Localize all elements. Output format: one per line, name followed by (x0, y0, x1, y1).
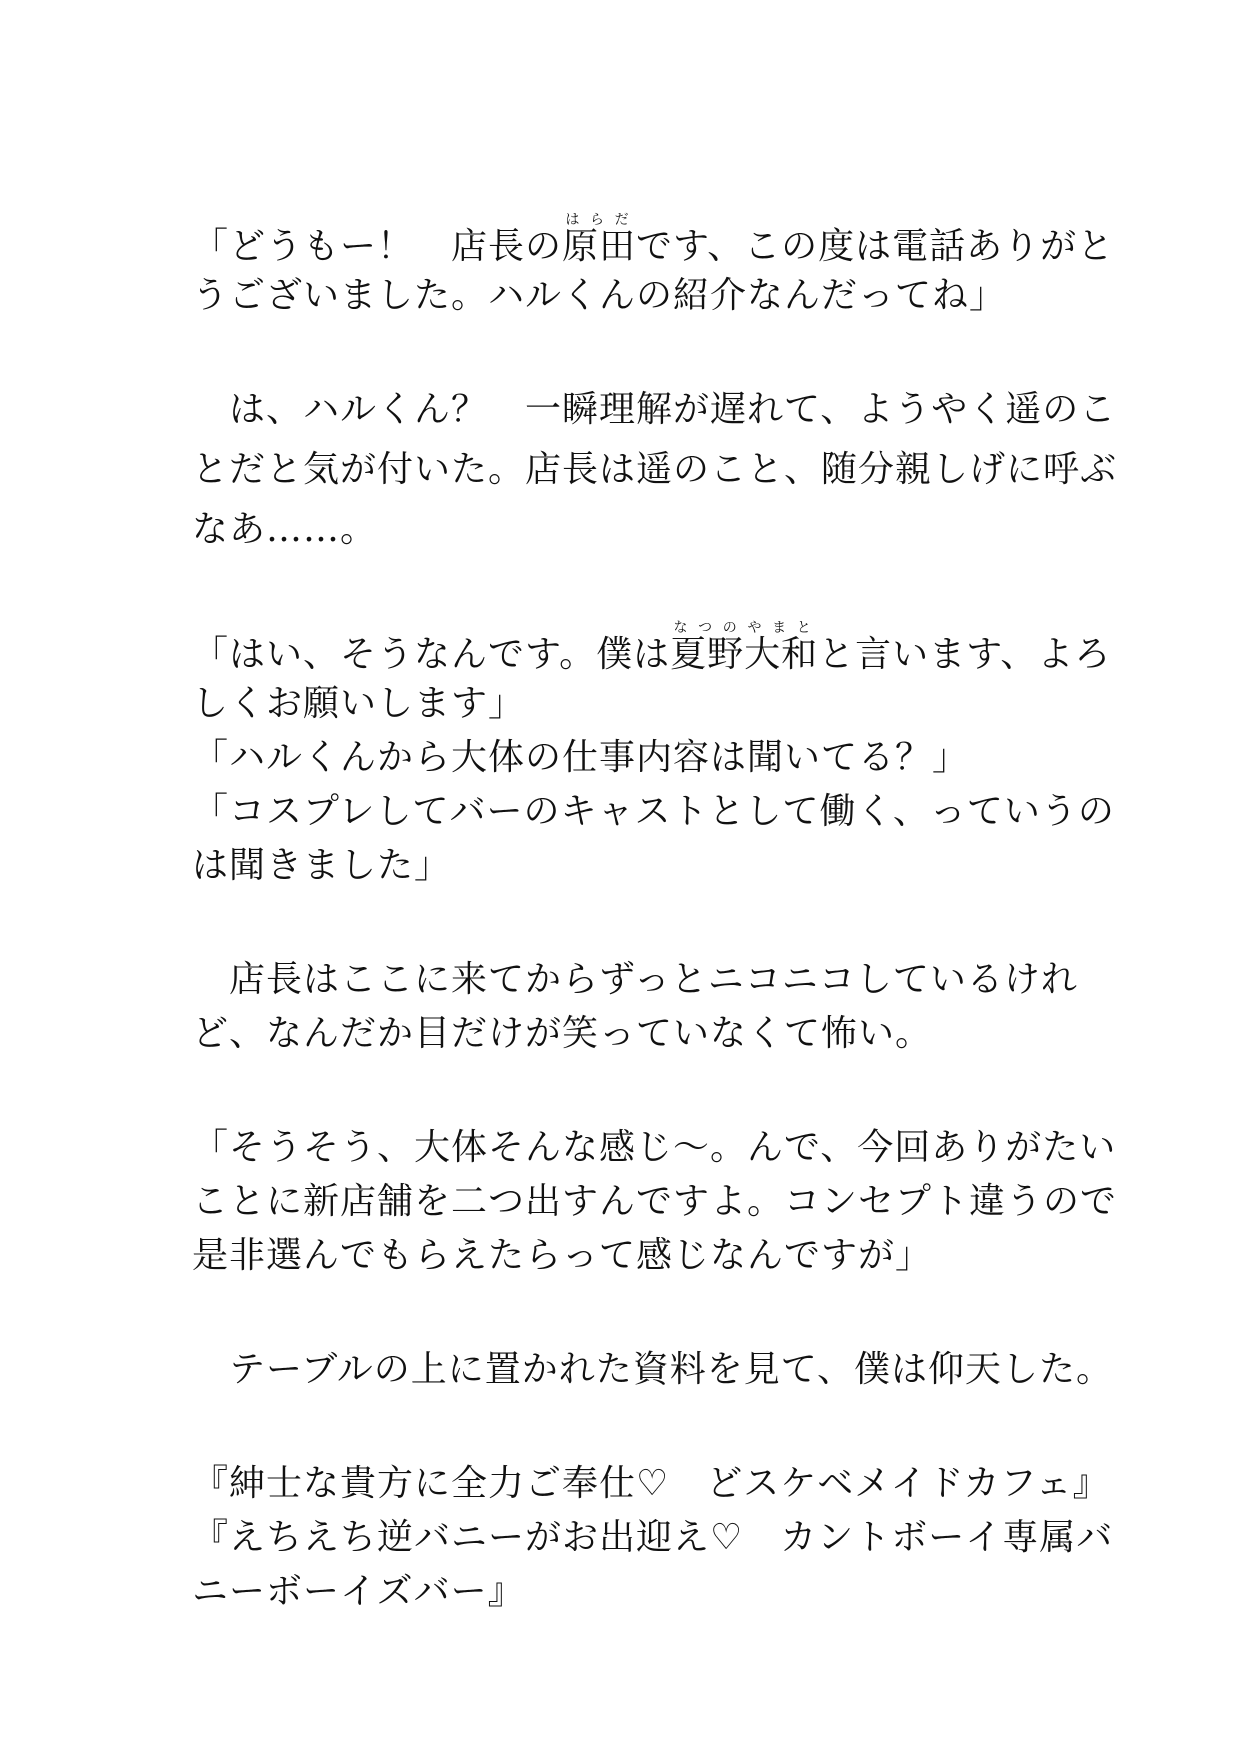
text-line: 『えちえち逆バニーがお出迎え♡ カントボーイ専属バ (192, 1517, 1114, 1558)
ruby-base: 原田 (562, 226, 637, 267)
text-line: とだと気が付いた。店長は遥のこと、随分親しげに呼ぶ (192, 449, 1118, 490)
text-segment: と言います、よろ (818, 634, 1112, 675)
text-segment: 「はい、そうなんです。僕は (192, 634, 671, 675)
text-segment: 「どうもー！ 店長の (192, 226, 563, 267)
text-line: 「コスプレしてバーのキャストとして働く、っていうの (192, 791, 1115, 832)
text-line: 『紳士な貴方に全力ご奉仕♡ どスケベメイドカフェ』 (192, 1463, 1110, 1504)
text-segment: です、この度は電話ありがと (636, 226, 1115, 267)
text-line: は聞きました」 (192, 845, 452, 886)
text-line: 是非選んでもらえたらって感じなんですが」 (192, 1235, 933, 1276)
text-line: しくお願いします」 (192, 683, 526, 724)
text-line: 「そうそう、大体そんな感じ〜。んで、今回ありがたい (192, 1127, 1117, 1168)
ruby-reading: なつのやまと (670, 620, 819, 636)
text-line: ことに新店舗を二つ出すんですよ。コンセプト違うので (192, 1181, 1118, 1222)
text-line: ど、なんだか目だけが笑っていなくて怖い。 (192, 1013, 933, 1054)
text-line: なあ……。 (192, 509, 378, 550)
text-line (192, 620, 1112, 675)
text-line: 店長はここに来てからずっとニコニコしているけれ (192, 959, 1078, 1000)
ruby-word (670, 620, 819, 675)
text-line: ニーボーイズバー』 (192, 1571, 525, 1612)
ruby-reading: はらだ (562, 212, 637, 228)
text-line: テーブルの上に置かれた資料を見て、僕は仰天した。 (192, 1349, 1114, 1390)
text-line (192, 212, 1115, 267)
text-line: 「ハルくんから大体の仕事内容は聞いてる？」 (192, 737, 970, 778)
text-line: は、ハルくん？ 一瞬理解が遅れて、ようやく遥のこ (192, 389, 1117, 430)
ruby-word (562, 212, 637, 267)
text-line: うございました。ハルくんの紹介なんだってね」 (192, 275, 1007, 316)
ruby-base: 夏野大和 (670, 634, 819, 675)
